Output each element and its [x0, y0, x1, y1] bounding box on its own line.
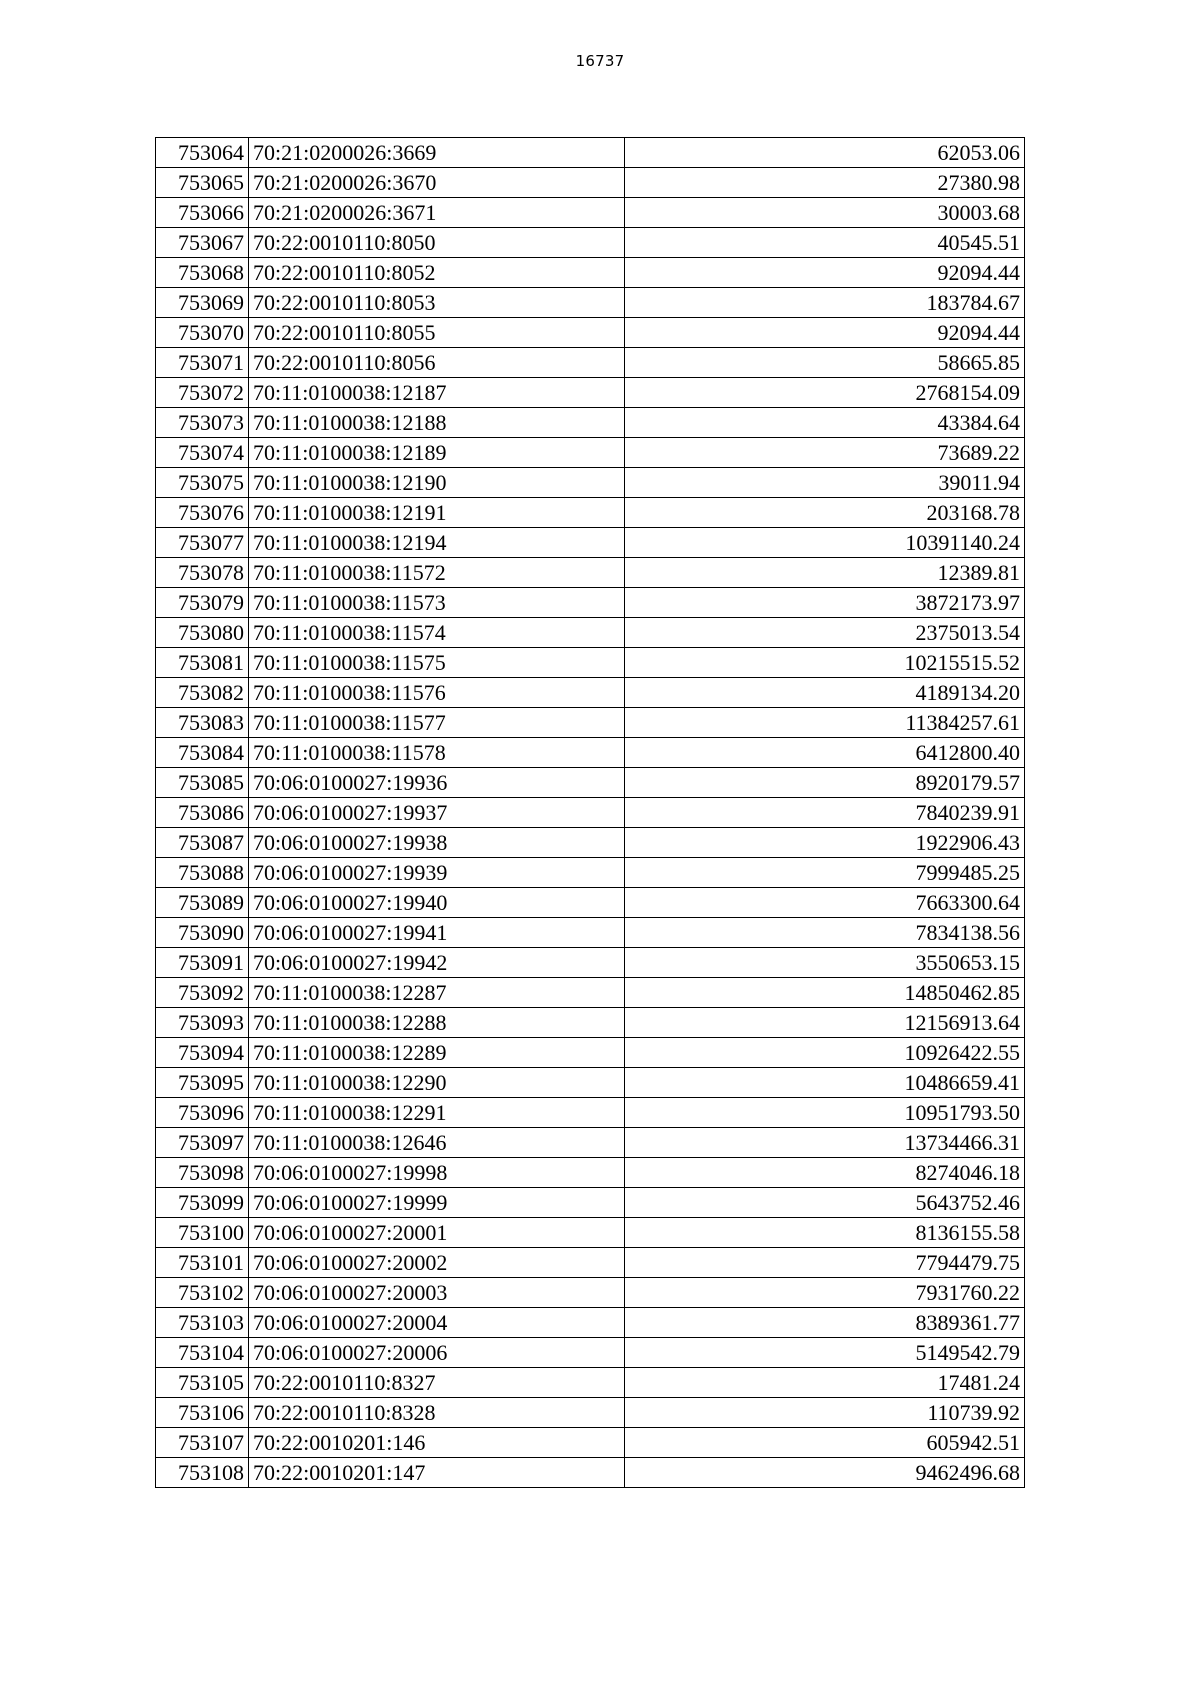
table-row	[156, 1458, 1025, 1488]
row-number-cell: 753096	[156, 1098, 249, 1128]
row-number-cell: 753069	[156, 288, 249, 318]
table-row	[156, 1008, 1025, 1038]
value-cell: 4189134.20	[625, 678, 1025, 708]
table-row	[156, 978, 1025, 1008]
row-number-cell: 753071	[156, 348, 249, 378]
row-number-cell: 753079	[156, 588, 249, 618]
value-cell: 3872173.97	[625, 588, 1025, 618]
cadastral-number-cell: 70:21:0200026:3671	[249, 198, 625, 228]
table-row	[156, 1278, 1025, 1308]
row-number-cell: 753089	[156, 888, 249, 918]
table-row	[156, 318, 1025, 348]
value-cell: 39011.94	[625, 468, 1025, 498]
row-number-cell: 753086	[156, 798, 249, 828]
row-number-cell: 753083	[156, 708, 249, 738]
cadastral-number-cell: 70:11:0100038:11577	[249, 708, 625, 738]
cadastral-number-cell: 70:22:0010201:146	[249, 1428, 625, 1458]
table-row	[156, 498, 1025, 528]
cadastral-number-cell: 70:22:0010110:8055	[249, 318, 625, 348]
table-row	[156, 708, 1025, 738]
table-row	[156, 1128, 1025, 1158]
table-row	[156, 1338, 1025, 1368]
cadastral-number-cell: 70:22:0010110:8328	[249, 1398, 625, 1428]
row-number-cell: 753077	[156, 528, 249, 558]
value-cell: 12389.81	[625, 558, 1025, 588]
table-row	[156, 678, 1025, 708]
table-row	[156, 1068, 1025, 1098]
table-row	[156, 828, 1025, 858]
cadastral-number-cell: 70:11:0100038:12289	[249, 1038, 625, 1068]
table-row	[156, 408, 1025, 438]
cadastral-number-cell: 70:06:0100027:20003	[249, 1278, 625, 1308]
row-number-cell: 753087	[156, 828, 249, 858]
row-number-cell: 753065	[156, 168, 249, 198]
cadastral-number-cell: 70:06:0100027:20002	[249, 1248, 625, 1278]
table-row	[156, 198, 1025, 228]
table-row	[156, 288, 1025, 318]
row-number-cell: 753106	[156, 1398, 249, 1428]
cadastral-number-cell: 70:11:0100038:12189	[249, 438, 625, 468]
row-number-cell: 753092	[156, 978, 249, 1008]
row-number-cell: 753104	[156, 1338, 249, 1368]
value-cell: 7834138.56	[625, 918, 1025, 948]
cadastral-number-cell: 70:06:0100027:19940	[249, 888, 625, 918]
value-cell: 8389361.77	[625, 1308, 1025, 1338]
cadastral-number-cell: 70:06:0100027:19937	[249, 798, 625, 828]
cadastral-number-cell: 70:11:0100038:12646	[249, 1128, 625, 1158]
value-cell: 605942.51	[625, 1428, 1025, 1458]
row-number-cell: 753067	[156, 228, 249, 258]
row-number-cell: 753102	[156, 1278, 249, 1308]
cadastral-number-cell: 70:22:0010201:147	[249, 1458, 625, 1488]
row-number-cell: 753097	[156, 1128, 249, 1158]
row-number-cell: 753072	[156, 378, 249, 408]
value-cell: 13734466.31	[625, 1128, 1025, 1158]
value-cell: 10926422.55	[625, 1038, 1025, 1068]
table-row	[156, 1428, 1025, 1458]
table-row	[156, 618, 1025, 648]
cadastral-number-cell: 70:11:0100038:11573	[249, 588, 625, 618]
table-row	[156, 948, 1025, 978]
table-row	[156, 1098, 1025, 1128]
registry-table-body	[156, 138, 1025, 1488]
cadastral-number-cell: 70:06:0100027:19942	[249, 948, 625, 978]
cadastral-number-cell: 70:06:0100027:19998	[249, 1158, 625, 1188]
value-cell: 6412800.40	[625, 738, 1025, 768]
row-number-cell: 753076	[156, 498, 249, 528]
cadastral-number-cell: 70:06:0100027:19941	[249, 918, 625, 948]
cadastral-number-cell: 70:06:0100027:20006	[249, 1338, 625, 1368]
table-row	[156, 468, 1025, 498]
page-number: 16737	[575, 52, 625, 70]
row-number-cell: 753078	[156, 558, 249, 588]
row-number-cell: 753090	[156, 918, 249, 948]
table-row	[156, 528, 1025, 558]
value-cell: 10215515.52	[625, 648, 1025, 678]
table-row	[156, 378, 1025, 408]
value-cell: 7663300.64	[625, 888, 1025, 918]
value-cell: 110739.92	[625, 1398, 1025, 1428]
table-row	[156, 648, 1025, 678]
value-cell: 2375013.54	[625, 618, 1025, 648]
cadastral-number-cell: 70:11:0100038:11575	[249, 648, 625, 678]
table-row	[156, 228, 1025, 258]
value-cell: 183784.67	[625, 288, 1025, 318]
row-number-cell: 753099	[156, 1188, 249, 1218]
row-number-cell: 753091	[156, 948, 249, 978]
value-cell: 17481.24	[625, 1368, 1025, 1398]
value-cell: 7999485.25	[625, 858, 1025, 888]
cadastral-number-cell: 70:06:0100027:19999	[249, 1188, 625, 1218]
cadastral-number-cell: 70:06:0100027:20004	[249, 1308, 625, 1338]
table-row	[156, 1398, 1025, 1428]
value-cell: 40545.51	[625, 228, 1025, 258]
row-number-cell: 753084	[156, 738, 249, 768]
cadastral-number-cell: 70:11:0100038:12190	[249, 468, 625, 498]
row-number-cell: 753064	[156, 138, 249, 168]
row-number-cell: 753107	[156, 1428, 249, 1458]
cadastral-number-cell: 70:11:0100038:11576	[249, 678, 625, 708]
cadastral-number-cell: 70:11:0100038:12187	[249, 378, 625, 408]
cadastral-number-cell: 70:06:0100027:19938	[249, 828, 625, 858]
cadastral-number-cell: 70:11:0100038:12291	[249, 1098, 625, 1128]
cadastral-number-cell: 70:11:0100038:12194	[249, 528, 625, 558]
value-cell: 73689.22	[625, 438, 1025, 468]
table-row	[156, 888, 1025, 918]
value-cell: 11384257.61	[625, 708, 1025, 738]
row-number-cell: 753073	[156, 408, 249, 438]
value-cell: 27380.98	[625, 168, 1025, 198]
row-number-cell: 753105	[156, 1368, 249, 1398]
table-row	[156, 768, 1025, 798]
value-cell: 8136155.58	[625, 1218, 1025, 1248]
row-number-cell: 753088	[156, 858, 249, 888]
value-cell: 5643752.46	[625, 1188, 1025, 1218]
value-cell: 92094.44	[625, 258, 1025, 288]
value-cell: 10391140.24	[625, 528, 1025, 558]
table-row	[156, 138, 1025, 168]
table-row	[156, 1038, 1025, 1068]
table-row	[156, 168, 1025, 198]
value-cell: 5149542.79	[625, 1338, 1025, 1368]
cadastral-number-cell: 70:22:0010110:8327	[249, 1368, 625, 1398]
table-row	[156, 858, 1025, 888]
row-number-cell: 753075	[156, 468, 249, 498]
row-number-cell: 753080	[156, 618, 249, 648]
cadastral-number-cell: 70:22:0010110:8056	[249, 348, 625, 378]
cadastral-number-cell: 70:11:0100038:12290	[249, 1068, 625, 1098]
cadastral-number-cell: 70:06:0100027:20001	[249, 1218, 625, 1248]
value-cell: 7840239.91	[625, 798, 1025, 828]
value-cell: 92094.44	[625, 318, 1025, 348]
row-number-cell: 753103	[156, 1308, 249, 1338]
table-row	[156, 798, 1025, 828]
row-number-cell: 753098	[156, 1158, 249, 1188]
cadastral-number-cell: 70:11:0100038:12188	[249, 408, 625, 438]
table-row	[156, 558, 1025, 588]
cadastral-number-cell: 70:11:0100038:11572	[249, 558, 625, 588]
row-number-cell: 753094	[156, 1038, 249, 1068]
value-cell: 8920179.57	[625, 768, 1025, 798]
table-row	[156, 1188, 1025, 1218]
row-number-cell: 753081	[156, 648, 249, 678]
row-number-cell: 753101	[156, 1248, 249, 1278]
row-number-cell: 753095	[156, 1068, 249, 1098]
value-cell: 14850462.85	[625, 978, 1025, 1008]
cadastral-number-cell: 70:06:0100027:19936	[249, 768, 625, 798]
table-row	[156, 1218, 1025, 1248]
cadastral-number-cell: 70:22:0010110:8053	[249, 288, 625, 318]
row-number-cell: 753082	[156, 678, 249, 708]
value-cell: 1922906.43	[625, 828, 1025, 858]
table-row	[156, 348, 1025, 378]
cadastral-number-cell: 70:21:0200026:3670	[249, 168, 625, 198]
value-cell: 7931760.22	[625, 1278, 1025, 1308]
cadastral-number-cell: 70:22:0010110:8052	[249, 258, 625, 288]
row-number-cell: 753074	[156, 438, 249, 468]
table-row	[156, 918, 1025, 948]
value-cell: 2768154.09	[625, 378, 1025, 408]
table-row	[156, 258, 1025, 288]
value-cell: 12156913.64	[625, 1008, 1025, 1038]
row-number-cell: 753066	[156, 198, 249, 228]
table-row	[156, 438, 1025, 468]
value-cell: 10486659.41	[625, 1068, 1025, 1098]
value-cell: 43384.64	[625, 408, 1025, 438]
value-cell: 62053.06	[625, 138, 1025, 168]
value-cell: 9462496.68	[625, 1458, 1025, 1488]
table-row	[156, 1368, 1025, 1398]
value-cell: 203168.78	[625, 498, 1025, 528]
table-row	[156, 1248, 1025, 1278]
row-number-cell: 753068	[156, 258, 249, 288]
cadastral-number-cell: 70:06:0100027:19939	[249, 858, 625, 888]
value-cell: 30003.68	[625, 198, 1025, 228]
row-number-cell: 753093	[156, 1008, 249, 1038]
row-number-cell: 753108	[156, 1458, 249, 1488]
table-row	[156, 1308, 1025, 1338]
value-cell: 10951793.50	[625, 1098, 1025, 1128]
registry-table	[155, 137, 1025, 1488]
table-row	[156, 1158, 1025, 1188]
table-row	[156, 738, 1025, 768]
value-cell: 58665.85	[625, 348, 1025, 378]
row-number-cell: 753070	[156, 318, 249, 348]
cadastral-number-cell: 70:11:0100038:12287	[249, 978, 625, 1008]
value-cell: 7794479.75	[625, 1248, 1025, 1278]
cadastral-number-cell: 70:11:0100038:11578	[249, 738, 625, 768]
cadastral-number-cell: 70:22:0010110:8050	[249, 228, 625, 258]
value-cell: 8274046.18	[625, 1158, 1025, 1188]
cadastral-number-cell: 70:11:0100038:11574	[249, 618, 625, 648]
row-number-cell: 753100	[156, 1218, 249, 1248]
table-row	[156, 588, 1025, 618]
cadastral-number-cell: 70:11:0100038:12288	[249, 1008, 625, 1038]
cadastral-number-cell: 70:11:0100038:12191	[249, 498, 625, 528]
row-number-cell: 753085	[156, 768, 249, 798]
value-cell: 3550653.15	[625, 948, 1025, 978]
cadastral-number-cell: 70:21:0200026:3669	[249, 138, 625, 168]
